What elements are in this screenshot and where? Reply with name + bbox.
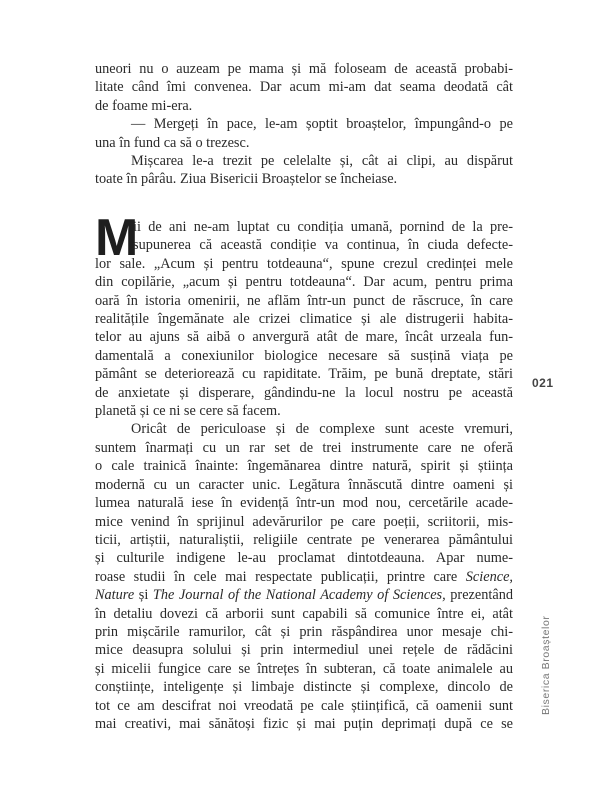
text-line: — Mergeți în pace, le-am șoptit broaștelor, împungând-o pe xyxy=(131,116,513,133)
italic-title: The Journal of the National Academy of Sciences, xyxy=(152,587,446,604)
paragraph-block-top xyxy=(95,60,513,189)
text-line: realitățile îngemănate ale crizei climatice și ale distrugerii habita- xyxy=(95,311,513,328)
page-number: 021 xyxy=(532,376,554,390)
text-line: mai creativi, mai sănătoși fizic și mai puțin deprimați după ce se xyxy=(95,715,513,732)
text-line xyxy=(95,568,513,586)
text-line: pământ se deteriorează cu rapiditate. Trăim, pe bună dreptate, stări xyxy=(95,366,513,383)
text-line: telor au ajuns să aibă o anvergură atât de mare, încât urzeala fun- xyxy=(95,329,513,346)
text-line: și culturile indigene le-au proclamat dintotdeauna. Apar nume- xyxy=(95,550,513,567)
text-line: lumea naturală iese în evidență într-un mod nou, cercetările acade- xyxy=(95,495,513,512)
text-line: prin mișcările ramurilor, cât și prin răspândirea unor mesaje chi- xyxy=(95,623,513,640)
text-line: modernă cu un caracter unic. Legătura înnăscută dintre oameni și xyxy=(95,476,513,493)
text-run: roase studii în cele mai respectate publicații, printre care xyxy=(95,568,466,585)
text-line: supunerea că această condiție va continua, în ciuda defecte- xyxy=(133,237,513,254)
text-line: tot ce am descifrat noi vreodată pe cale științifică, că oamenii sunt xyxy=(95,697,513,714)
text-line: suntem înarmați cu un rar set de trei instrumente care ne oferă xyxy=(95,439,513,456)
text-line xyxy=(95,586,513,604)
text-line: uneori nu o auzeam pe mama și mă foloseam de această probabi- xyxy=(95,61,513,77)
text-line: una în fund ca să o trezesc. xyxy=(95,134,250,151)
text-line: Oricât de periculoase și de complexe sunt aceste vremuri, xyxy=(131,421,513,438)
text-run: prezentând xyxy=(445,587,513,604)
text-line: ii de ani ne-am luptat cu condiția umană, pornind de la pre- xyxy=(133,219,513,235)
italic-title: Science, xyxy=(465,568,513,585)
text-line: în detaliu dovezi că arborii sunt capabili să comunice între ei, atât xyxy=(95,605,513,622)
text-line: conștiințe, inteligențe și limbaje distincte și complexe, dincolo de xyxy=(95,679,513,696)
text-line: litate când îmi convenea. Dar acum mi-am dat seama deodată cât xyxy=(95,79,513,96)
running-title: Biserica Broaștelor xyxy=(540,615,552,715)
text-line: planetă și ce ni se cere să facem. xyxy=(95,403,281,420)
text-line: oară în istoria omenirii, ne aflăm într-un punct de răscruce, în care xyxy=(95,292,513,309)
italic-title: Nature xyxy=(95,587,135,604)
text-line: Mișcarea le-a trezit pe celelalte și, cât ai clipi, au dispărut xyxy=(131,153,513,170)
text-line: mice venind în sprijinul adevărurilor pe care poeții, scriitorii, mis- xyxy=(95,513,513,530)
text-line: o cale trainică înainte: îngemănarea dintre natură, spirit și știința xyxy=(95,458,513,475)
text-line: toate în pârâu. Ziua Bisericii Broaștelor se încheiase. xyxy=(95,171,398,188)
text-line: de foame mi-era. xyxy=(95,97,193,114)
text-line: și micelii fungice care se întrețes în subteran, că toate animalele au xyxy=(95,660,513,677)
paragraph-block-main xyxy=(95,218,513,733)
text-line: lor sale. „Acum și pentru totdeauna“, spune crezul credinței mele xyxy=(95,255,513,272)
text-line: din copilărie, „acum și pentru totdeauna“. Dar acum, pentru prima xyxy=(95,274,513,291)
text-line: de anxietate și disperare, gândindu-ne la locul nostru pe această xyxy=(95,384,513,401)
text-line: ticii, artiștii, naturaliștii, religiile centrate pe venerarea pământului xyxy=(95,531,513,548)
text-run: și xyxy=(134,587,153,604)
drop-cap: M xyxy=(95,209,139,267)
text-line: damentală a conexiunilor biologice necesare să susțină viața pe xyxy=(95,347,513,364)
text-line: mice deasupra solului și prin intermediul unei rețele de rădăcini xyxy=(95,642,513,659)
